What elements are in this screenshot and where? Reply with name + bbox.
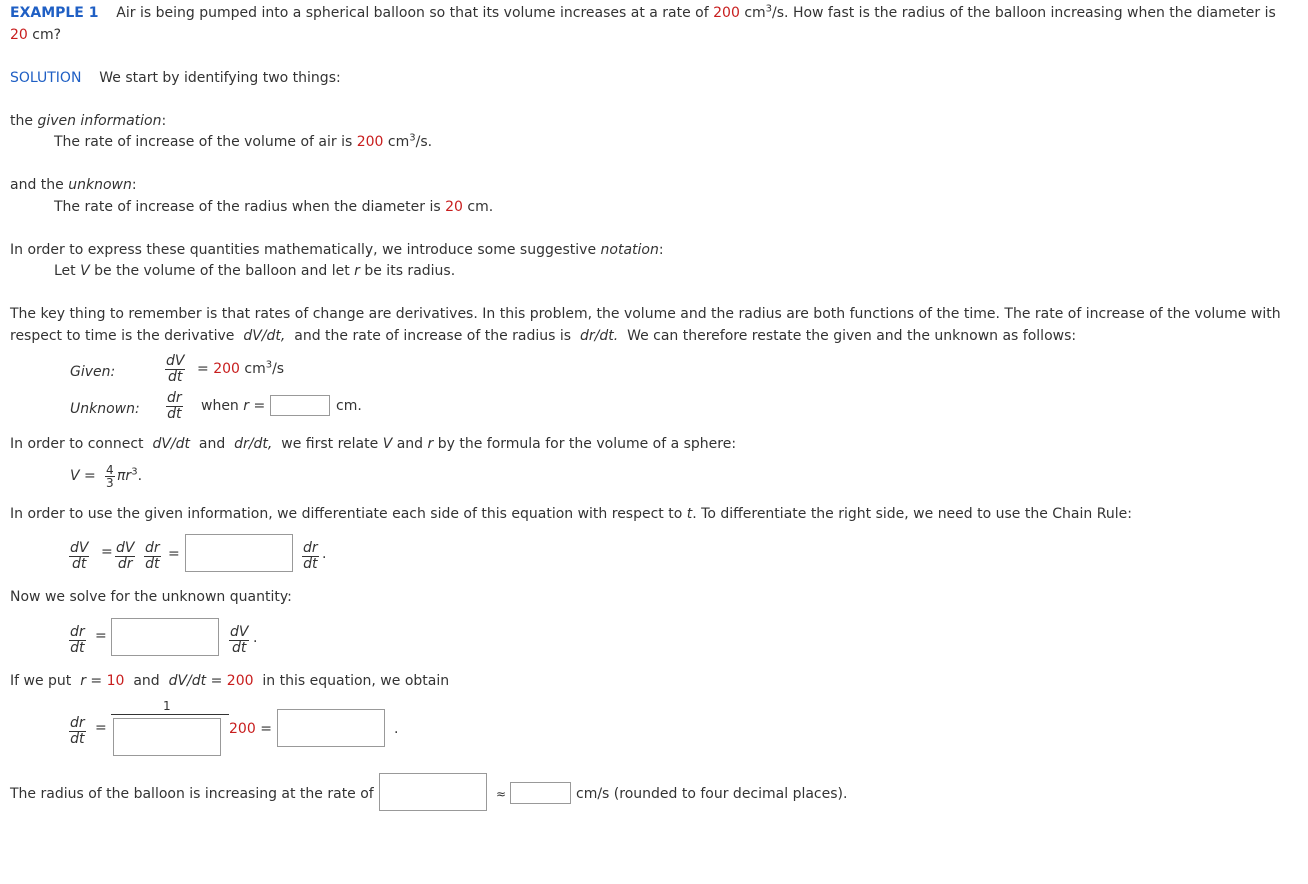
solve-frac-dVdt: [229, 625, 249, 656]
differentiate-pre: In order to use the given information, we differentiate each side of this equation with respect to: [10, 506, 683, 522]
calc-frac-drdt: [69, 716, 86, 747]
volume-fraction: [105, 464, 115, 489]
given-intro: [10, 113, 166, 129]
given-unit: cm: [387, 134, 410, 150]
differentiate-line: [10, 506, 1132, 522]
key-line2-post: We can therefore restate the given and the unknown as follows:: [627, 328, 1077, 344]
putin-rval: 10: [106, 673, 125, 689]
calc-numerator: 1: [163, 699, 171, 713]
solve-frac-drdt: [69, 625, 86, 656]
key-line2-pre: respect to time is the derivative: [10, 328, 235, 344]
unknown-line: [54, 199, 493, 215]
solve-eq: =: [95, 628, 107, 644]
frac-den: dt: [303, 556, 318, 572]
given-unit2: /s.: [415, 134, 433, 150]
chain-frac-dVdr: [115, 541, 135, 572]
result-exact-input[interactable]: [277, 709, 385, 747]
chain-frac-drdt: [144, 541, 161, 572]
frac-den: dt: [70, 731, 85, 747]
example-q1: Air is being pumped into a spherical balloon so that its volume increases at a rate of: [116, 5, 709, 21]
given-unit-cm: cm: [244, 361, 266, 377]
given-intro-em: given information: [37, 113, 162, 129]
calc-period: .: [394, 721, 399, 737]
frac-den: dt: [72, 556, 87, 572]
key-line1: The key thing to remember is that rates of change are derivatives. In this problem, the volume and the radius are both functions of the time. The rate of increase of the volume with: [10, 306, 1281, 322]
calc-val: 200: [229, 721, 256, 737]
denominator-input[interactable]: [113, 718, 221, 756]
example-q3: cm?: [32, 27, 62, 43]
chain-frac-drdt-right: [302, 541, 319, 572]
unknown-unit: cm.: [336, 398, 362, 414]
unknown-line-post: cm.: [467, 199, 494, 215]
unknown-eq: =: [253, 398, 266, 414]
rate-exact-input[interactable]: [379, 773, 487, 811]
unknown-intro: [10, 177, 137, 193]
example-statement: EXAMPLE 1 Air is being pumped into a spherical balloon so that its volume increases at a rate of 200 $cm^3/s$. How fast is the radius of the balloon increasing when the diameter is: [10, 3, 1276, 21]
frac-num: dr: [303, 540, 318, 556]
example-rate: 200: [713, 5, 740, 21]
unknown-label-text: Unknown:: [70, 401, 140, 417]
frac-num: dV: [70, 540, 89, 556]
notation-intro: [10, 242, 664, 258]
connect-pre: In order to connect: [10, 436, 144, 452]
frac-num: dV: [116, 540, 135, 556]
putin-eq: =: [90, 673, 103, 689]
connect-and: and: [198, 436, 226, 452]
unknown-when-text: when: [201, 398, 239, 414]
chain-frac-dVdt: [69, 541, 89, 572]
given-rate: 200: [356, 134, 384, 150]
unknown-diameter: 20: [445, 199, 463, 215]
notation-V: V: [80, 263, 90, 279]
volume-formula: [70, 468, 96, 484]
frac-num: dr: [70, 624, 85, 640]
solution-intro: [10, 70, 341, 86]
notation-r: r: [354, 263, 360, 279]
unknown-r: r: [243, 398, 250, 414]
given-label-text: Given:: [70, 364, 116, 380]
volume-V: V: [70, 468, 80, 484]
volume-exp: 3: [131, 466, 138, 478]
solution-label: SOLUTION: [10, 70, 82, 86]
calc-eq: =: [95, 720, 107, 736]
differentiate-post: . To differentiate the right side, we need to use the Chain Rule:: [692, 506, 1132, 522]
frac-num: 4: [106, 463, 114, 477]
frac-den: dt: [167, 406, 182, 422]
unknown-intro-em: unknown: [68, 177, 132, 193]
frac-den: dt: [168, 369, 183, 385]
putin-pre: If we put: [10, 673, 72, 689]
chain-dot: .: [322, 546, 327, 562]
notation-line: [54, 263, 455, 279]
putin-and: and: [133, 673, 160, 689]
unknown-intro-pre: and the: [10, 177, 64, 193]
given-line: The rate of increase of the volume of air is 200 $cm^3/s$.: [54, 132, 433, 150]
putin-r: r: [80, 673, 86, 689]
calc-fraction-bar: [111, 714, 229, 715]
notation-end: be its radius.: [364, 263, 456, 279]
frac-den: dt: [232, 640, 247, 656]
putin-line: [10, 673, 449, 689]
frac-num: dr: [70, 715, 85, 731]
solve-dot: .: [253, 630, 258, 646]
putin-eq2: =: [210, 673, 223, 689]
unknown-fraction: [166, 391, 183, 422]
rate-approx-input[interactable]: [510, 782, 571, 804]
frac-num: dr: [145, 540, 160, 556]
solution-text: We start by identifying two things:: [99, 70, 341, 86]
connect-and2: and: [396, 436, 424, 452]
notation-let: Let: [54, 263, 76, 279]
unknown-label: [70, 401, 140, 417]
connect-drdt: dr/dt,: [234, 436, 273, 452]
connect-post: by the formula for the volume of a sphere:: [437, 436, 737, 452]
notation-intro-post: :: [658, 242, 664, 258]
notation-intro-em: notation: [600, 242, 659, 258]
differentiate-t: t: [686, 506, 693, 522]
chain-rule-input[interactable]: [185, 534, 293, 572]
notation-mid: be the volume of the balloon and let: [94, 263, 350, 279]
unknown-when: [201, 398, 265, 414]
putin-dvval: 200: [226, 673, 254, 689]
volume-rhs: [117, 468, 142, 484]
frac-num: dr: [167, 390, 182, 406]
example-q2: /s. How fast is the radius of the balloon increasing when the diameter is: [772, 5, 1276, 21]
key-line2: [10, 328, 1076, 344]
volume-pi-r: πr: [117, 468, 132, 484]
calc-eq2: =: [260, 721, 272, 737]
example-unit: cm: [744, 5, 766, 21]
example-statement-line2: [10, 27, 61, 43]
volume-eq: =: [84, 468, 96, 484]
given-label: [70, 364, 115, 380]
frac-num: dV: [166, 353, 185, 369]
frac-den: dr: [117, 556, 133, 572]
final-line-post: cm/s (rounded to four decimal places).: [576, 786, 848, 802]
unknown-line-pre: The rate of increase of the radius when the diameter is: [54, 199, 441, 215]
notation-intro-pre: In order to express these quantities mathematically, we introduce some suggestive: [10, 242, 597, 258]
frac-den: dt: [145, 556, 160, 572]
key-drdt: dr/dt.: [579, 328, 619, 344]
frac-num: dV: [230, 624, 249, 640]
given-val: 200: [213, 361, 240, 377]
calc-rhs: [229, 721, 272, 737]
connect-V: V: [382, 436, 393, 452]
putin-dVdt: dV/dt: [168, 673, 207, 689]
connect-mid: we first relate: [281, 436, 379, 452]
solve-line: Now we solve for the unknown quantity:: [10, 589, 292, 605]
key-dVdt: dV/dt,: [243, 328, 286, 344]
connect-r: r: [427, 436, 434, 452]
given-unit-s: /s: [272, 361, 285, 377]
chain-eq1: =: [101, 544, 113, 560]
given-fraction: [165, 354, 185, 385]
key-line2-mid: and the rate of increase of the radius is: [294, 328, 572, 344]
frac-den: dt: [70, 640, 85, 656]
unknown-intro-post: :: [131, 177, 137, 193]
given-intro-pre: the: [10, 113, 33, 129]
volume-dot: .: [137, 468, 143, 484]
chain-eq2: =: [168, 546, 180, 562]
example-label: EXAMPLE 1: [10, 5, 99, 21]
radius-input[interactable]: [270, 395, 330, 416]
given-eq: =: [197, 361, 209, 377]
connect-dVdt: dV/dt: [152, 436, 191, 452]
given-intro-post: :: [161, 113, 167, 129]
example-diameter: 20: [10, 27, 28, 43]
given-line-pre: The rate of increase of the volume of air is: [54, 134, 353, 150]
connect-line: [10, 436, 736, 452]
putin-post: in this equation, we obtain: [262, 673, 450, 689]
final-line-pre: The radius of the balloon is increasing at the rate of: [10, 786, 374, 802]
solve-input[interactable]: [111, 618, 219, 656]
frac-den: 3: [106, 476, 114, 490]
approx-symbol: ≈: [496, 787, 507, 801]
given-equation: = 200 $cm^3/s$: [197, 359, 285, 377]
